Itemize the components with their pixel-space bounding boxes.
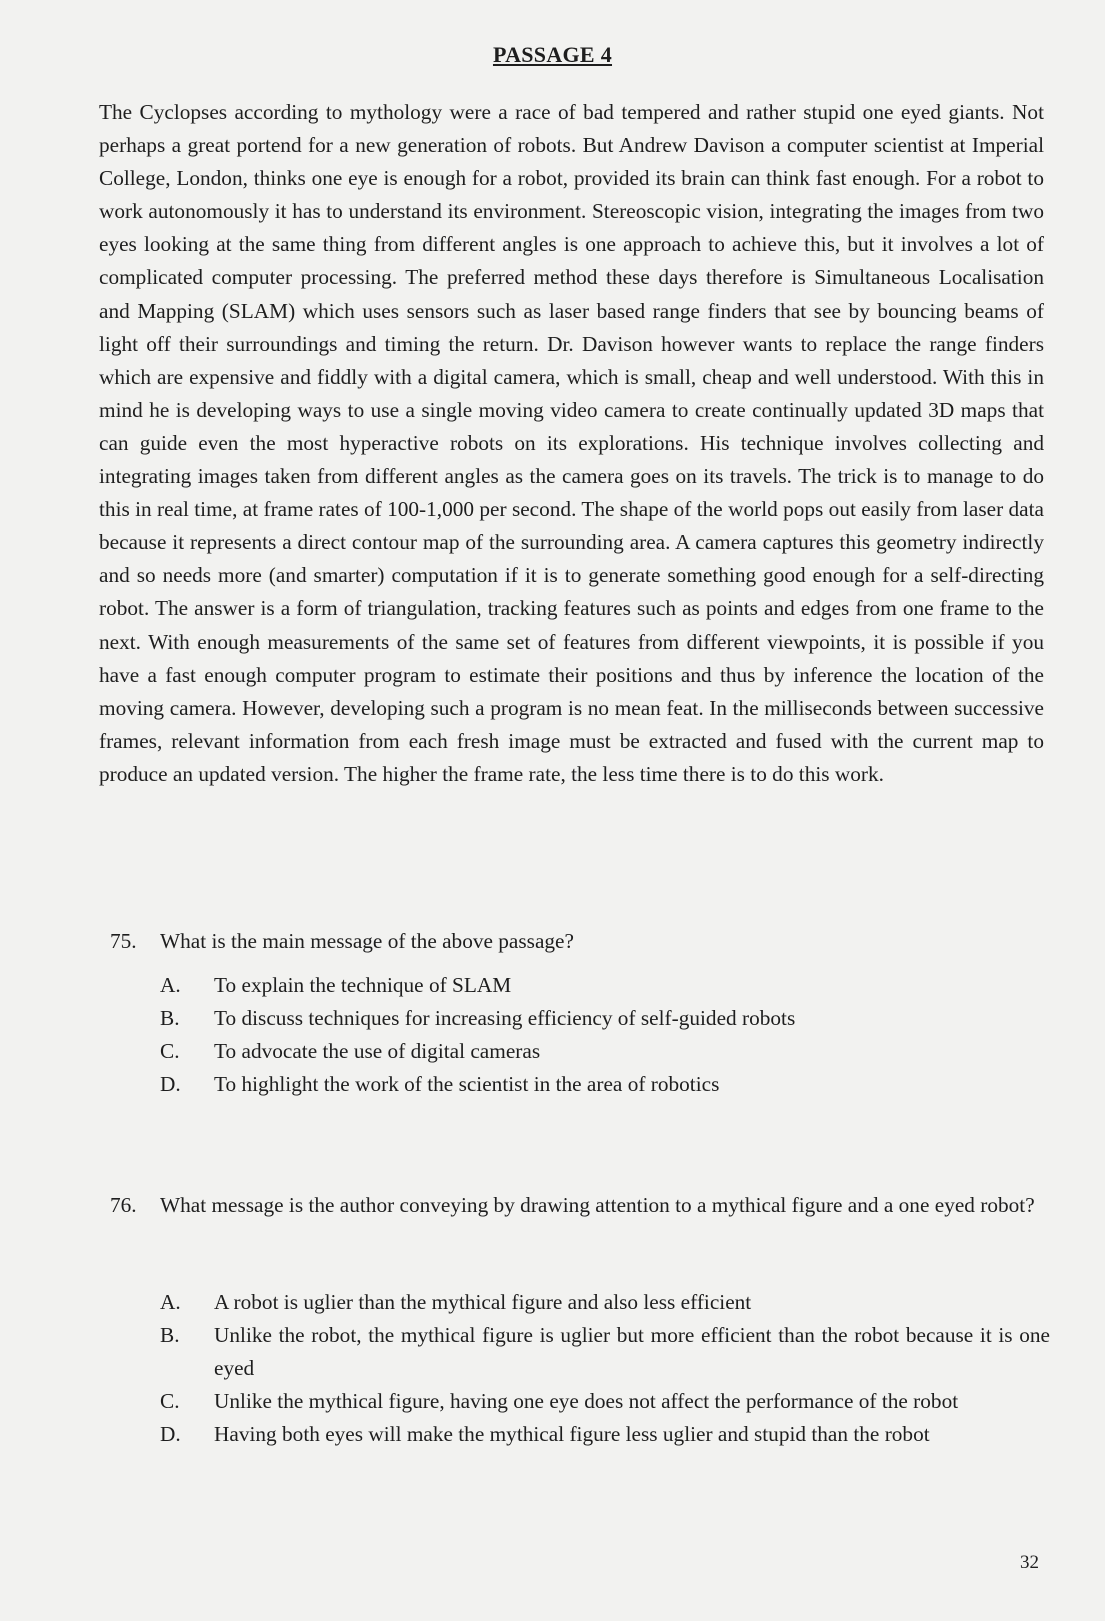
question-76 (110, 1189, 1050, 1222)
option-letter: A. (160, 1290, 181, 1314)
option-d (160, 1068, 1050, 1101)
option-text: To discuss techniques for increasing efficiency of self-guided robots (214, 1006, 796, 1030)
option-letter: D. (160, 1072, 181, 1096)
question-text: What message is the author conveying by drawing attention to a mythical figure and a one eyed robot? (160, 1193, 1035, 1217)
question-75-options (160, 969, 1050, 1101)
passage-title: PASSAGE 4 (492, 42, 613, 67)
page-number: 32 (1020, 1552, 1039, 1573)
option-letter: C. (160, 1389, 180, 1413)
option-a (160, 969, 1050, 1002)
option-letter: D. (160, 1422, 181, 1446)
option-text: To explain the technique of SLAM (214, 973, 512, 997)
option-d (160, 1418, 1050, 1451)
option-text: A robot is uglier than the mythical figure and also less efficient (214, 1290, 752, 1314)
option-text: To advocate the use of digital cameras (214, 1039, 541, 1063)
option-c (160, 1035, 1050, 1068)
option-letter: B. (160, 1006, 180, 1030)
passage-text: The Cyclopses according to mythology were a race of bad tempered and rather stupid one eyed giants. Not perhaps a great portend for a new generation of robots. But Andrew Davison a computer scientist at Imperial College, London, thinks one eye is enough for a robot, provided its brain can think fast enough. For a robot to work autonomously it has to understand its environment. Stereoscopic vision, integrating the images from two eyes looking at the same thing from different angles is one approach to achieve this, but it involves a lot of complicated computer processing. The preferred method these days therefore is Simultaneous Localisation and Mapping (SLAM) which uses sensors such as laser based range finders that see by bouncing beams of light off their surroundings and timing the return. Dr. Davison however wants to replace the range finders which are expensive and fiddly with a digital camera, which is small, cheap and well understood. With this in mind he is developing ways to use a single moving video camera to create continually updated 3D maps that can guide even the most hyperactive robots on its explorations. His technique involves collecting and integrating images taken from different angles as the camera goes on its travels. The trick is to manage to do this in real time, at frame rates of 100-1,000 per second. The shape of the world pops out easily from laser data because it represents a direct contour map of the surrounding area. A camera captures this geometry indirectly and so needs more (and smarter) computation if it is to generate something good enough for a self-directing robot. The answer is a form of triangulation, tracking features such as points and edges from one frame to the next. With enough measurements of the same set of features from different viewpoints, it is possible if you have a fast enough computer program to estimate their positions and thus by inference the location of the moving camera. However, developing such a program is no mean feat. In the milliseconds between successive frames, relevant information from each fresh image must be extracted and fused with the current map to produce an updated version. The higher the frame rate, the less time there is to do this work. (99, 100, 1044, 786)
option-text: Having both eyes will make the mythical figure less uglier and stupid than the robot (214, 1422, 930, 1446)
question-number: 76. (110, 1193, 137, 1217)
option-letter: A. (160, 973, 181, 997)
option-text: To highlight the work of the scientist in the area of robotics (214, 1072, 720, 1096)
option-text: Unlike the robot, the mythical figure is uglier but more efficient than the robot because it is one eyed (214, 1323, 1050, 1380)
question-75 (110, 925, 1050, 958)
option-letter: B. (160, 1323, 180, 1347)
option-letter: C. (160, 1039, 180, 1063)
option-c (160, 1385, 1050, 1418)
question-text: What is the main message of the above passage? (160, 929, 574, 953)
question-76-options (160, 1286, 1050, 1451)
option-a (160, 1286, 1050, 1319)
option-b (160, 1319, 1050, 1385)
option-b (160, 1002, 1050, 1035)
question-number: 75. (110, 929, 137, 953)
option-text: Unlike the mythical figure, having one eye does not affect the performance of the robot (214, 1389, 959, 1413)
